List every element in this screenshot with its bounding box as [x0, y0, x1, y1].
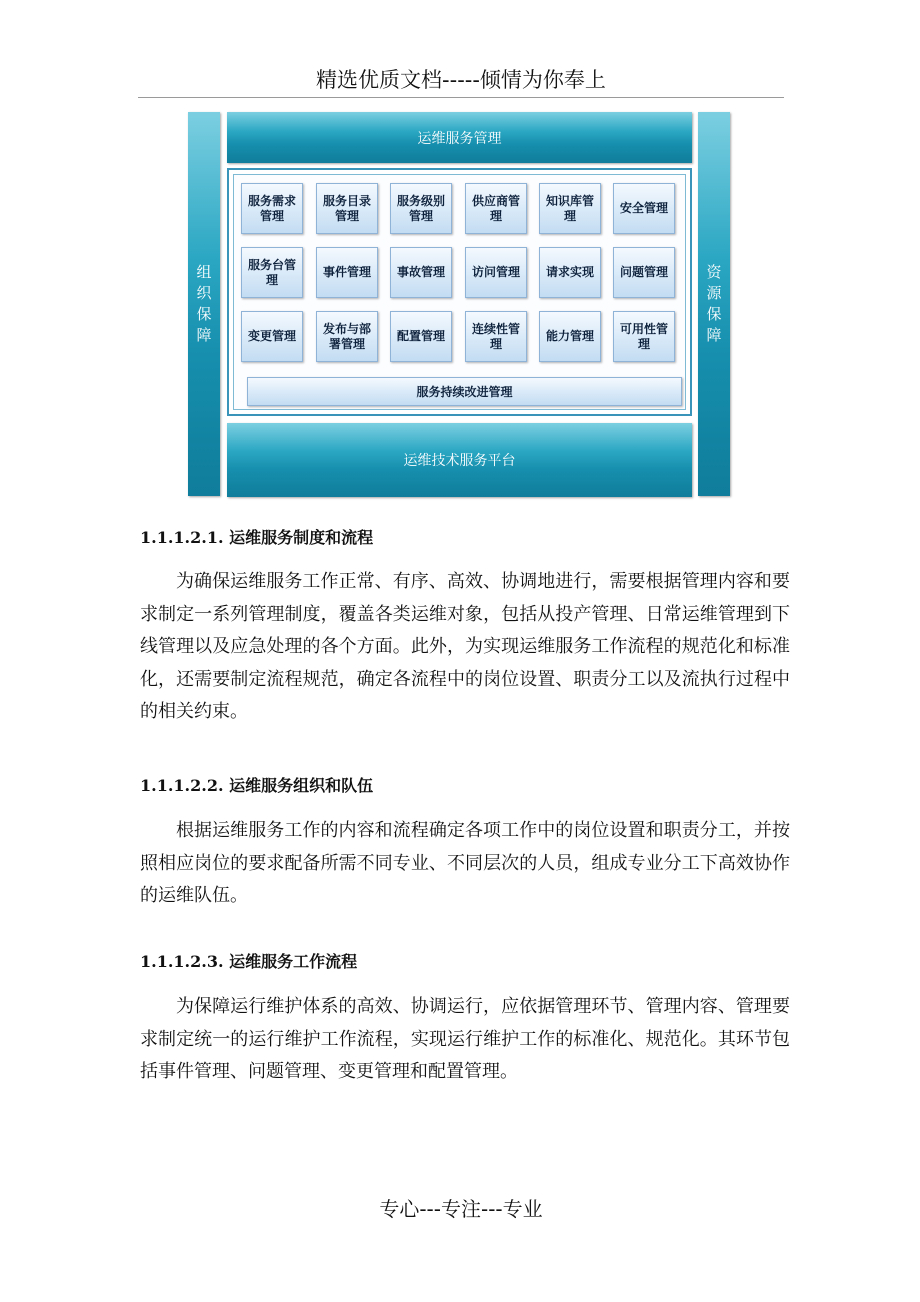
module-cell: 供应商管理 [465, 183, 527, 234]
it-service-management-diagram [188, 112, 732, 498]
header-divider [138, 97, 784, 98]
ops-service-management-bar: 运维服务管理 [227, 112, 692, 163]
module-cell: 事故管理 [390, 247, 452, 298]
organization-support-bar [188, 112, 220, 496]
section-paragraph: 为保障运行维护体系的高效、协调运行，应依据管理环节、管理内容、管理要求制定统一的运行维护工作流程，实现运行维护工作的标准化、规范化。其环节包括事件管理、问题管理、变更管理和配置管理。 [140, 996, 790, 1082]
module-cell: 发布与部署管理 [316, 311, 378, 362]
section-heading: 1.1.1.2.3. 运维服务工作流程 [140, 952, 358, 971]
management-modules-area [233, 174, 686, 410]
module-cell: 访问管理 [465, 247, 527, 298]
module-cell: 服务目录管理 [316, 183, 378, 234]
module-cell: 可用性管理 [613, 311, 675, 362]
resource-support-label: 资源保障 [706, 263, 722, 344]
page-footer: 专心---专注---专业 [379, 1197, 543, 1221]
module-cell: 服务级别管理 [390, 183, 452, 234]
module-cell: 连续性管理 [465, 311, 527, 362]
module-cell: 知识库管理 [539, 183, 601, 234]
module-cell: 变更管理 [241, 311, 303, 362]
continuous-improvement-bar: 服务持续改进管理 [247, 377, 682, 406]
module-cell: 问题管理 [613, 247, 675, 298]
module-cell: 配置管理 [390, 311, 452, 362]
section-paragraph: 根据运维服务工作的内容和流程确定各项工作中的岗位设置和职责分工，并按照相应岗位的要求配备所需不同专业、不同层次的人员，组成专业分工下高效协作的运维队伍。 [140, 820, 790, 906]
module-cell: 事件管理 [316, 247, 378, 298]
module-cell: 安全管理 [613, 183, 675, 234]
section-heading: 1.1.1.2.1. 运维服务制度和流程 [140, 528, 374, 547]
module-cell: 请求实现 [539, 247, 601, 298]
resource-support-bar [698, 112, 730, 496]
page-header: 精选优质文档-----倾情为你奉上 [316, 68, 606, 92]
ops-tech-platform-bar: 运维技术服务平台 [227, 423, 692, 497]
section-paragraph: 为确保运维服务工作正常、有序、高效、协调地进行，需要根据管理内容和要求制定一系列管理制度，覆盖各类运维对象，包括从投产管理、日常运维管理到下线管理以及应急处理的各个方面。此外，为实现运维服务工作流程的规范化和标准化，还需要制定流程规范，确定各流程中的岗位设置、职责分工以及流执行过程中的相关约束。 [140, 571, 790, 722]
section-heading: 1.1.1.2.2. 运维服务组织和队伍 [140, 776, 374, 795]
module-cell: 服务台管理 [241, 247, 303, 298]
management-modules-frame [227, 168, 692, 416]
module-cell: 服务需求管理 [241, 183, 303, 234]
module-cell: 能力管理 [539, 311, 601, 362]
organization-support-label: 组织保障 [196, 263, 212, 344]
